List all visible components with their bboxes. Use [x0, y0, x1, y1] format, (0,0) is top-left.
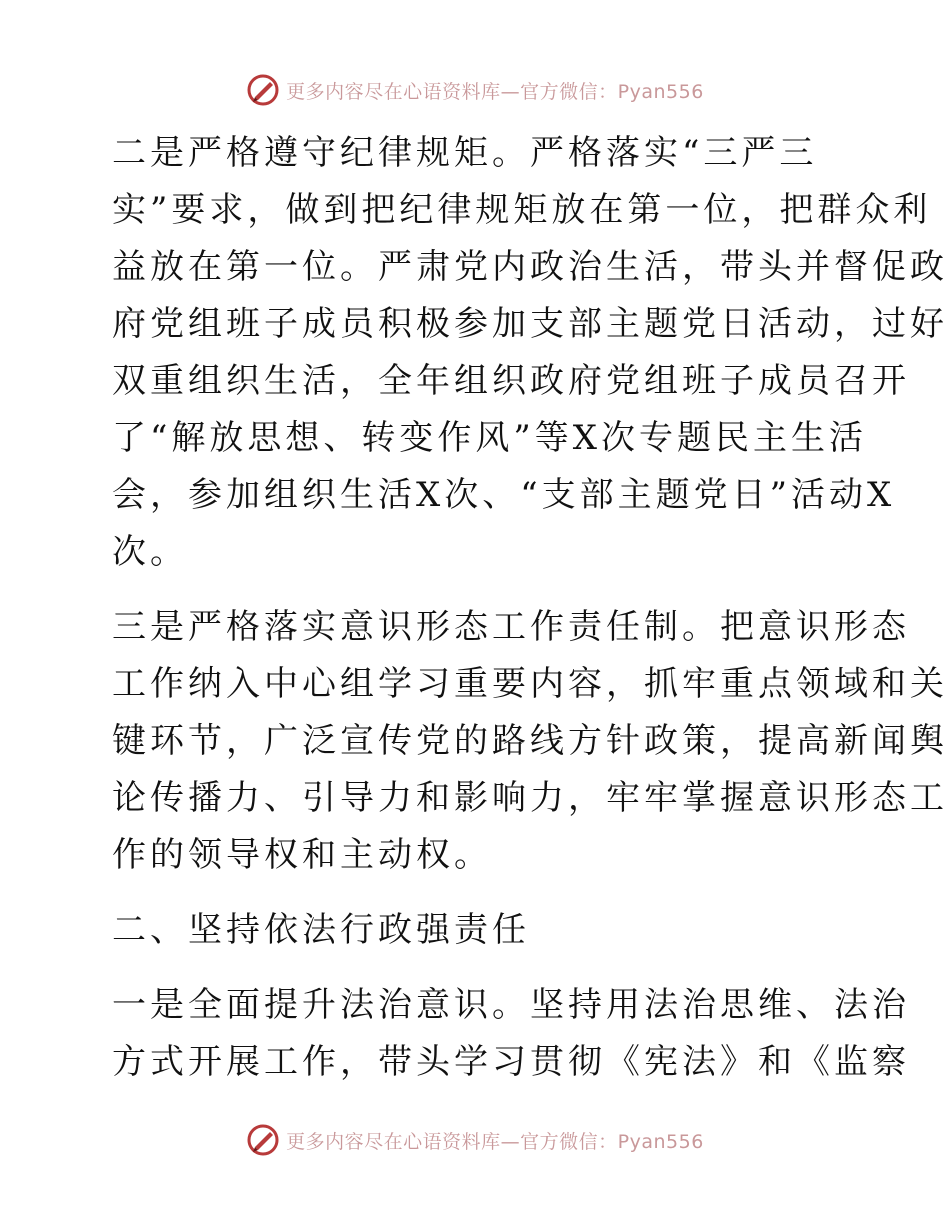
text-line: 府党组班子成员积极参加支部主题党日活动，过好	[112, 304, 948, 344]
watermark-text: 更多内容尽在心语资料库—官方微信：Pyan556	[286, 1130, 704, 1153]
text-line: 实”要求，做到把纪律规矩放在第一位，把群众利	[112, 190, 932, 230]
text-line: 会，参加组织生活X次、“支部主题党日”活动X	[112, 475, 896, 515]
text-line: 二是严格遵守纪律规矩。严格落实“三严三	[112, 133, 818, 173]
text-line: 次。	[112, 532, 188, 572]
heading-text: 二、坚持依法行政强责任	[112, 910, 530, 950]
text-line: 键环节，广泛宣传党的路线方针政策，提高新闻舆	[112, 721, 948, 761]
footer-watermark	[0, 1120, 950, 1160]
text-line: 作的领导权和主动权。	[112, 835, 492, 875]
text-line: 工作纳入中心组学习重要内容，抓牢重点领域和关	[112, 664, 948, 704]
text-line: 双重组织生活，全年组织政府党组班子成员召开	[112, 361, 910, 401]
section-heading	[98, 902, 858, 959]
text-line: 方式开展工作，带头学习贯彻《宪法》和《监察	[112, 1042, 910, 1082]
paragraph-rule-of-law	[98, 977, 910, 1091]
pen-circle-logo-icon	[246, 73, 280, 107]
paragraph-discipline	[98, 125, 948, 581]
pen-circle-logo-icon	[246, 1123, 280, 1157]
text-line: 三是严格落实意识形态工作责任制。把意识形态	[112, 607, 910, 647]
text-line: 了“解放思想、转变作风”等X次专题民主生活	[112, 418, 867, 458]
header-watermark	[0, 70, 950, 110]
text-line: 益放在第一位。严肃党内政治生活，带头并督促政	[112, 247, 948, 287]
text-line: 论传播力、引导力和影响力，牢牢掌握意识形态工	[112, 778, 948, 818]
text-line: 一是全面提升法治意识。坚持用法治思维、法治	[112, 985, 910, 1025]
watermark-text: 更多内容尽在心语资料库—官方微信：Pyan556	[286, 80, 704, 103]
document-body	[98, 125, 948, 1109]
paragraph-ideology	[98, 599, 948, 884]
